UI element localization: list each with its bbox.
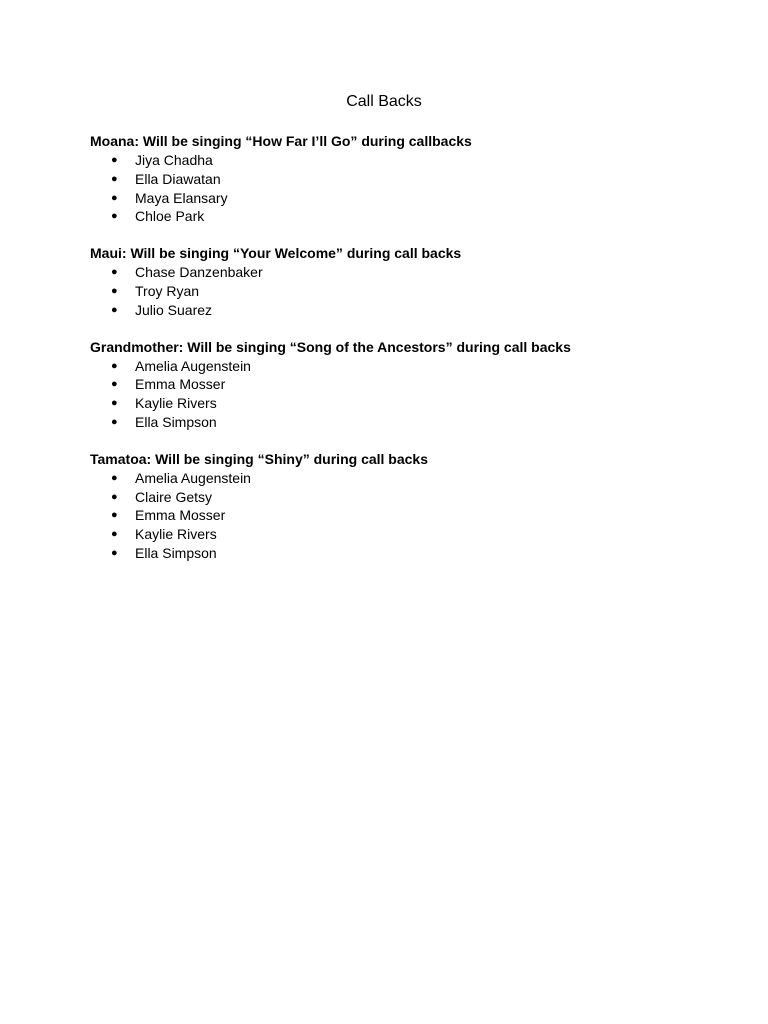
list-item	[90, 394, 730, 413]
name-list-grandmother	[90, 357, 730, 432]
section-heading-moana: Moana: Will be singing “How Far I’ll Go” during callbacks	[90, 133, 472, 149]
performer-name: Maya Elansary	[135, 189, 228, 206]
performer-name: Ella Simpson	[135, 544, 217, 561]
name-list-moana	[90, 151, 730, 226]
performer-name: Kaylie Rivers	[135, 526, 217, 543]
list-item	[90, 469, 730, 488]
list-item	[90, 282, 730, 301]
performer-name: Chloe Park	[135, 208, 205, 225]
list-item	[90, 189, 730, 208]
list-item	[90, 506, 730, 525]
callback-sections	[90, 132, 730, 581]
performer-name: Jiya Chadha	[135, 152, 213, 168]
bullet-icon: ●	[111, 546, 118, 559]
performer-name: Emma Mosser	[135, 507, 226, 524]
bullet-icon: ●	[111, 303, 118, 316]
list-item	[90, 488, 730, 507]
section-heading-grandmother: Grandmother: Will be singing “Song of the Ancestors” during call backs	[90, 338, 571, 355]
bullet-icon: ●	[111, 210, 118, 223]
bullet-icon: ●	[111, 528, 118, 541]
list-item	[90, 544, 730, 563]
list-item	[90, 525, 730, 544]
bullet-icon: ●	[111, 191, 118, 204]
performer-name: Ella Diawatan	[135, 170, 221, 187]
list-item	[90, 301, 730, 320]
performer-name: Ella Simpson	[135, 413, 217, 430]
performer-name: Kaylie Rivers	[135, 395, 217, 412]
list-item	[90, 263, 730, 282]
list-item	[90, 357, 730, 376]
section-maui	[90, 244, 730, 319]
performer-name: Claire Getsy	[135, 488, 213, 505]
bullet-icon: ●	[111, 172, 118, 185]
section-grandmother	[90, 338, 730, 432]
bullet-icon: ●	[111, 415, 118, 428]
bullet-icon: ●	[111, 284, 118, 297]
bullet-icon: ●	[111, 471, 118, 484]
bullet-icon: ●	[111, 509, 118, 522]
section-heading-tamatoa: Tamatoa: Will be singing “Shiny” during call backs	[90, 450, 429, 467]
bullet-icon: ●	[111, 378, 118, 391]
list-item	[90, 413, 730, 432]
bullet-icon: ●	[111, 490, 118, 503]
bullet-icon: ●	[111, 359, 118, 372]
list-item	[90, 207, 730, 226]
performer-name: Emma Mosser	[135, 376, 226, 393]
performer-name: Amelia Augenstein	[135, 357, 251, 374]
section-moana	[90, 132, 730, 226]
performer-name: Chase Danzenbaker	[135, 264, 263, 281]
page-title: Call Backs	[346, 93, 422, 110]
list-item	[90, 170, 730, 189]
performer-name: Troy Ryan	[135, 282, 200, 299]
bullet-icon: ●	[111, 266, 118, 279]
section-heading-maui: Maui: Will be singing “Your Welcome” during call backs	[90, 245, 462, 262]
list-item	[90, 151, 730, 170]
section-tamatoa	[90, 450, 730, 563]
name-list-maui	[90, 263, 730, 319]
performer-name: Julio Suarez	[135, 301, 213, 318]
name-list-tamatoa	[90, 469, 730, 563]
list-item	[90, 375, 730, 394]
bullet-icon: ●	[111, 397, 118, 410]
bullet-icon: ●	[111, 154, 118, 166]
performer-name: Amelia Augenstein	[135, 469, 251, 486]
